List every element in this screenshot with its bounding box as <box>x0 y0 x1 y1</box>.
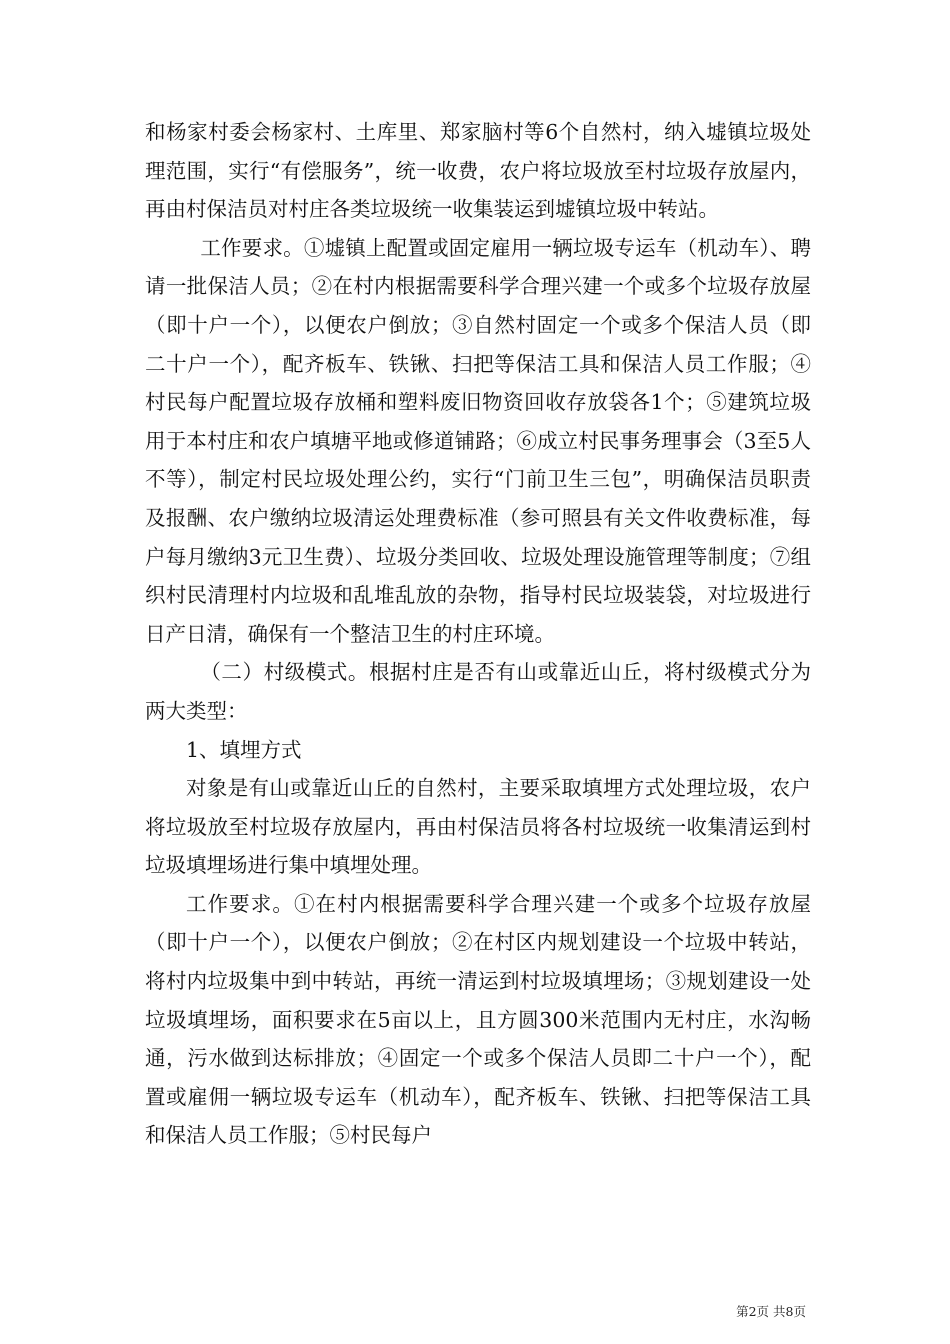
page-label-middle: 页 共 <box>756 1304 786 1319</box>
page-number-footer <box>736 1302 806 1320</box>
paragraph-6: 工作要求。①在村内根据需要科学合理兴建一个或多个垃圾存放屋（即十户一个），以便农户倒放；②在村区内规划建设一个垃圾中转站，将村内垃圾集中到中转站，再统一清运到村垃圾填埋场；③规划建设一处垃圾填埋场，面积要求在5亩以上，且方圆300米范围内无村庄，水沟畅通，污水做到达标排放；④固定一个或多个保洁人员即二十户一个），配置或雇佣一辆垃圾专运车（机动车），配齐板车、铁锹、扫把等保洁工具和保洁人员工作服；⑤村民每户 <box>145 891 811 1148</box>
paragraph-1: 和杨家村委会杨家村、土库里、郑家脑村等6个自然村，纳入墟镇垃圾处理范围，实行“有偿服务”，统一收费，农户将垃圾放至村垃圾存放屋内，再由村保洁员对村庄各类垃圾统一收集装运到墟镇垃圾中转站。 <box>145 120 811 222</box>
page-current: 2 <box>748 1304 757 1319</box>
paragraph-4: 1、填埋方式 <box>186 737 302 762</box>
document-body <box>145 113 811 1155</box>
paragraph-5: 对象是有山或靠近山丘的自然村，主要采取填埋方式处理垃圾，农户将垃圾放至村垃圾存放屋内，再由村保洁员将各村垃圾统一收集清运到村垃圾填埋场进行集中填埋处理。 <box>145 776 811 878</box>
page-label-suffix: 页 <box>793 1304 806 1319</box>
paragraph-3: （二）村级模式。根据村庄是否有山或靠近山丘，将村级模式分为两大类型： <box>145 660 811 723</box>
paragraph-2: 工作要求。①墟镇上配置或固定雇用一辆垃圾专运车（机动车）、聘请一批保洁人员；②在村内根据需要科学合理兴建一个或多个垃圾存放屋（即十户一个），以便农户倒放；③自然村固定一个或多个保洁人员（即二十户一个），配齐板车、铁锹、扫把等保洁工具和保洁人员工作服；④村民每户配置垃圾存放桶和塑料废旧物资回收存放袋各1个；⑤建筑垃圾用于本村庄和农户填塘平地或修道铺路；⑥成立村民事务理事会（3至5人不等），制定村民垃圾处理公约，实行“门前卫生三包”，明确保洁员职责及报酬、农户缴纳垃圾清运处理费标准（参可照县有关文件收费标准，每户每月缴纳3元卫生费）、垃圾分类回收、垃圾处理设施管理等制度；⑦组织村民清理村内垃圾和乱堆乱放的杂物，指导村民垃圾装袋，对垃圾进行日产日清，确保有一个整洁卫生的村庄环境。 <box>145 235 811 646</box>
page-label-prefix: 第 <box>736 1304 749 1319</box>
page-total: 8 <box>785 1304 794 1319</box>
